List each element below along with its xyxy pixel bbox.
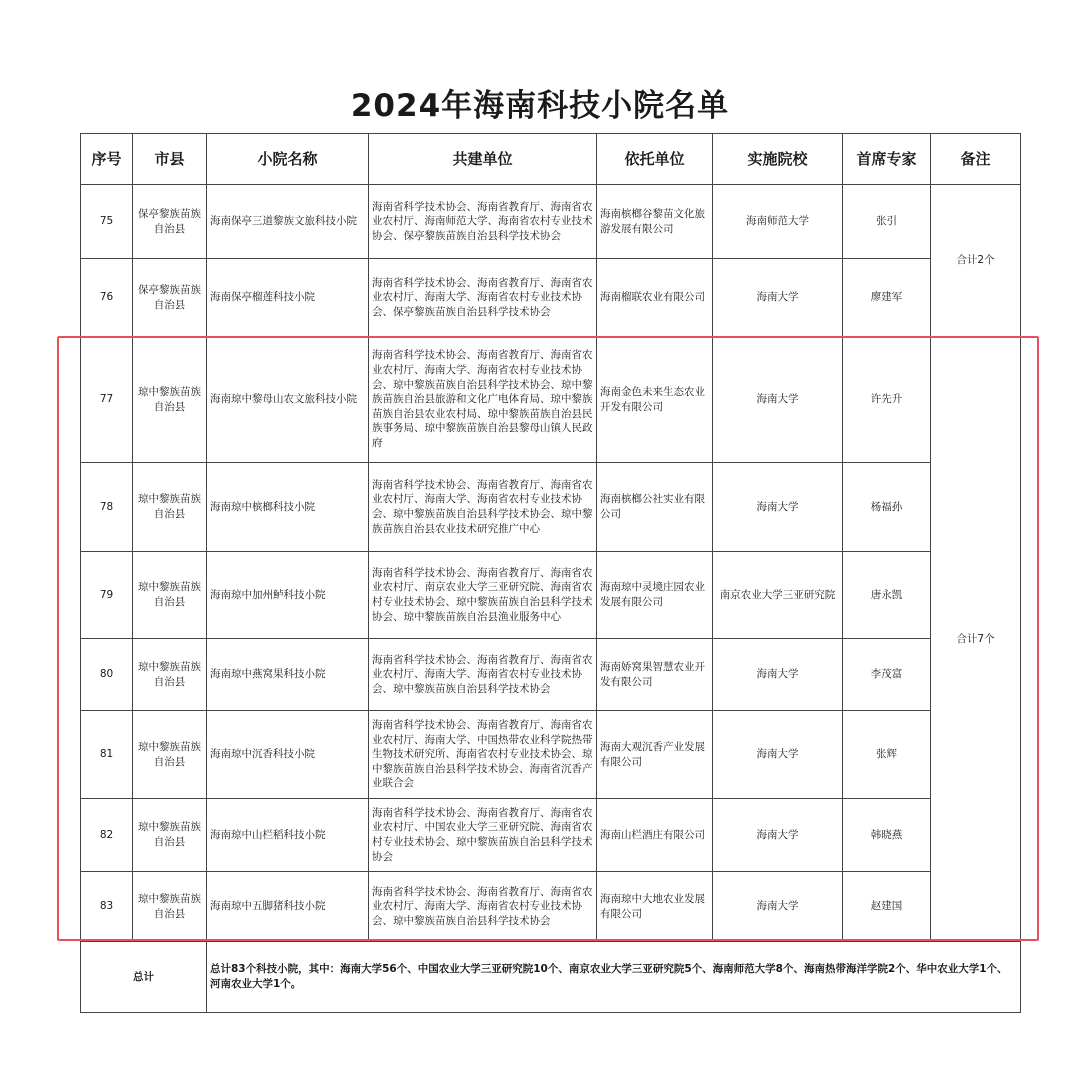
cell-name: 海南保亭榴莲科技小院 bbox=[207, 259, 369, 337]
header-no: 序号 bbox=[81, 134, 133, 185]
cell-school: 海南大学 bbox=[713, 463, 843, 552]
cell-host: 海南榴联农业有限公司 bbox=[597, 259, 713, 337]
cell-county: 琼中黎族苗族自治县 bbox=[133, 711, 207, 799]
header-name: 小院名称 bbox=[207, 134, 369, 185]
cell-county: 保亭黎族苗族自治县 bbox=[133, 259, 207, 337]
cell-host: 海南金色未来生态农业开发有限公司 bbox=[597, 337, 713, 463]
note-group-2: 合计7个 bbox=[931, 337, 1021, 942]
cell-expert: 赵建国 bbox=[843, 872, 931, 942]
cell-no: 77 bbox=[81, 337, 133, 463]
cell-co-units: 海南省科学技术协会、海南省教育厅、海南省农业农村厅、海南大学、海南省农村专业技术协会、琼中黎族苗族自治县科学技术协会、琼中黎族苗族自治县农业技术研究推广中心 bbox=[369, 463, 597, 552]
header-note: 备注 bbox=[931, 134, 1021, 185]
cell-co-units: 海南省科学技术协会、海南省教育厅、海南省农业农村厅、海南师范大学、海南省农村专业技术协会、保亭黎族苗族自治县科学技术协会 bbox=[369, 185, 597, 259]
cell-county: 琼中黎族苗族自治县 bbox=[133, 799, 207, 872]
cell-school: 海南师范大学 bbox=[713, 185, 843, 259]
cell-no: 82 bbox=[81, 799, 133, 872]
cell-name: 海南琼中五脚猪科技小院 bbox=[207, 872, 369, 942]
total-row bbox=[81, 942, 1021, 1013]
cell-county: 保亭黎族苗族自治县 bbox=[133, 185, 207, 259]
cell-expert: 李茂富 bbox=[843, 639, 931, 711]
cell-host: 海南琼中大地农业发展有限公司 bbox=[597, 872, 713, 942]
cell-co-units: 海南省科学技术协会、海南省教育厅、海南省农业农村厅、海南大学、海南省农村专业技术协会、保亭黎族苗族自治县科学技术协会 bbox=[369, 259, 597, 337]
page-title: 2024年海南科技小院名单 bbox=[350, 88, 730, 124]
table-row bbox=[81, 552, 1021, 639]
table-row bbox=[81, 639, 1021, 711]
cell-school: 南京农业大学三亚研究院 bbox=[713, 552, 843, 639]
cell-no: 79 bbox=[81, 552, 133, 639]
cell-school: 海南大学 bbox=[713, 639, 843, 711]
cell-no: 80 bbox=[81, 639, 133, 711]
cell-school: 海南大学 bbox=[713, 337, 843, 463]
cell-county: 琼中黎族苗族自治县 bbox=[133, 337, 207, 463]
total-label: 总计 bbox=[81, 942, 207, 1013]
total-summary: 总计83个科技小院，其中：海南大学56个、中国农业大学三亚研究院10个、南京农业大学三亚研究院5个、海南师范大学8个、海南热带海洋学院2个、华中农业大学1个、河南农业大学1个。 bbox=[207, 942, 1021, 1013]
cell-co-units: 海南省科学技术协会、海南省教育厅、海南省农业农村厅、海南大学、中国热带农业科学院热带生物技术研究所、海南省农村专业技术协会、琼中黎族苗族自治县科学技术协会、海南省沉香产业联合会 bbox=[369, 711, 597, 799]
cell-name: 海南琼中沉香科技小院 bbox=[207, 711, 369, 799]
table-row bbox=[81, 337, 1021, 463]
header-school: 实施院校 bbox=[713, 134, 843, 185]
cell-name: 海南琼中槟榔科技小院 bbox=[207, 463, 369, 552]
cell-expert: 张引 bbox=[843, 185, 931, 259]
cell-co-units: 海南省科学技术协会、海南省教育厅、海南省农业农村厅、南京农业大学三亚研究院、海南省农村专业技术协会、琼中黎族苗族自治县科学技术协会、琼中黎族苗族自治县渔业服务中心 bbox=[369, 552, 597, 639]
cell-school: 海南大学 bbox=[713, 711, 843, 799]
cell-no: 83 bbox=[81, 872, 133, 942]
cell-school: 海南大学 bbox=[713, 799, 843, 872]
header-host: 依托单位 bbox=[597, 134, 713, 185]
cell-name: 海南琼中山栏稻科技小院 bbox=[207, 799, 369, 872]
cell-county: 琼中黎族苗族自治县 bbox=[133, 639, 207, 711]
note-group-1: 合计2个 bbox=[931, 185, 1021, 337]
cell-county: 琼中黎族苗族自治县 bbox=[133, 872, 207, 942]
cell-host: 海南琼中灵境庄园农业发展有限公司 bbox=[597, 552, 713, 639]
cell-co-units: 海南省科学技术协会、海南省教育厅、海南省农业农村厅、海南大学、海南省农村专业技术协会、琼中黎族苗族自治县科学技术协会 bbox=[369, 639, 597, 711]
cell-co-units: 海南省科学技术协会、海南省教育厅、海南省农业农村厅、海南大学、海南省农村专业技术协会、琼中黎族苗族自治县科学技术协会 bbox=[369, 872, 597, 942]
cell-host: 海南大观沉香产业发展有限公司 bbox=[597, 711, 713, 799]
cell-county: 琼中黎族苗族自治县 bbox=[133, 552, 207, 639]
table-row bbox=[81, 463, 1021, 552]
cell-expert: 杨福孙 bbox=[843, 463, 931, 552]
table-row bbox=[81, 872, 1021, 942]
table-row bbox=[81, 259, 1021, 337]
cell-host: 海南山栏酒庄有限公司 bbox=[597, 799, 713, 872]
science-courtyard-table bbox=[80, 133, 1021, 1013]
cell-school: 海南大学 bbox=[713, 872, 843, 942]
cell-no: 81 bbox=[81, 711, 133, 799]
table-row bbox=[81, 799, 1021, 872]
cell-name: 海南琼中燕窝果科技小院 bbox=[207, 639, 369, 711]
header-county: 市县 bbox=[133, 134, 207, 185]
cell-no: 76 bbox=[81, 259, 133, 337]
cell-school: 海南大学 bbox=[713, 259, 843, 337]
header-co-units: 共建单位 bbox=[369, 134, 597, 185]
cell-expert: 唐永凯 bbox=[843, 552, 931, 639]
cell-no: 78 bbox=[81, 463, 133, 552]
cell-co-units: 海南省科学技术协会、海南省教育厅、海南省农业农村厅、中国农业大学三亚研究院、海南省农村专业技术协会、琼中黎族苗族自治县科学技术协会 bbox=[369, 799, 597, 872]
table-row bbox=[81, 185, 1021, 259]
header-expert: 首席专家 bbox=[843, 134, 931, 185]
cell-co-units: 海南省科学技术协会、海南省教育厅、海南省农业农村厅、海南大学、海南省农村专业技术协会、琼中黎族苗族自治县科学技术协会、琼中黎族苗族自治县旅游和文化广电体育局、琼中黎族苗族自治县农业农村局、琼中黎族苗族自治县民族事务局、琼中黎族苗族自治县黎母山镇人民政府 bbox=[369, 337, 597, 463]
cell-name: 海南琼中加州鲈科技小院 bbox=[207, 552, 369, 639]
cell-name: 海南琼中黎母山农文旅科技小院 bbox=[207, 337, 369, 463]
cell-host: 海南娇窝果智慧农业开发有限公司 bbox=[597, 639, 713, 711]
table-header-row bbox=[81, 134, 1021, 185]
table-row bbox=[81, 711, 1021, 799]
cell-no: 75 bbox=[81, 185, 133, 259]
cell-host: 海南槟榔谷黎苗文化旅游发展有限公司 bbox=[597, 185, 713, 259]
cell-county: 琼中黎族苗族自治县 bbox=[133, 463, 207, 552]
cell-host: 海南槟榔公社实业有限公司 bbox=[597, 463, 713, 552]
cell-expert: 韩晓燕 bbox=[843, 799, 931, 872]
cell-expert: 张辉 bbox=[843, 711, 931, 799]
cell-name: 海南保亭三道黎族文旅科技小院 bbox=[207, 185, 369, 259]
cell-expert: 许先升 bbox=[843, 337, 931, 463]
cell-expert: 廖建军 bbox=[843, 259, 931, 337]
